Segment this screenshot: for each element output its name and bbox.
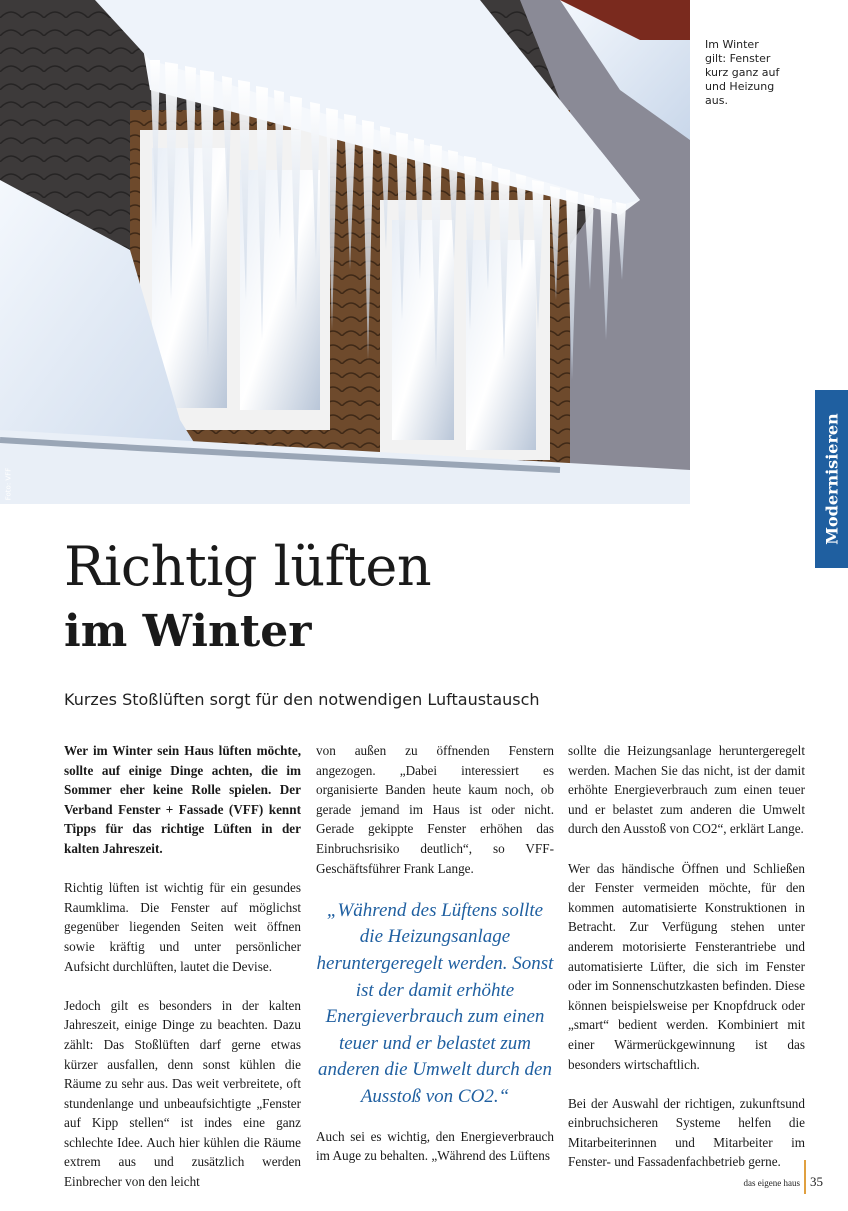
headline-line-2: im Winter <box>64 606 312 657</box>
photo-credit <box>6 466 16 506</box>
headline-subtitle: Kurzes Stoßlüften sorgt für den notwendigen Luftaustausch <box>64 690 540 709</box>
body-paragraph: von außen zu öffnenden Fenstern angezogen. „Dabei interessiert es organisierte Banden heute kaum noch, ob gerade jemand im Haus ist oder nicht. Gerade gekippte Fenster erhöhen das Einbruchsrisiko deutlich“, so VFF-Geschäftsführer Frank Lange. <box>316 743 554 876</box>
body-paragraph: Richtig lüften ist wichtig für ein gesundes Raumklima. Die Fenster auf möglichst gegenüber liegenden Seiten weit öffnen sowie kräftig und unter persönlicher Aufsicht durchlüften, lautet die Devise. <box>64 880 301 974</box>
body-paragraph: Bei der Auswahl der richtigen, zukunftsund einbruchsicheren Systeme helfen die Mitarbeiterinnen und Mitarbeiter im Fenster- und Fassadenfachbetrieb gerne. <box>568 1095 805 1170</box>
caption-line: Im Winter <box>705 38 759 51</box>
section-tab <box>815 390 848 568</box>
caption-line: kurz ganz auf <box>705 66 780 79</box>
caption-line: und Heizung <box>705 80 775 93</box>
winter-roof-icicles-photo <box>0 0 690 504</box>
body-paragraph: sollte die Heizungsanlage heruntergeregelt werden. Machen Sie das nicht, ist der damit erhöhte Energieverbrauch zum einen teuer und er belastet zum anderen die Umwelt durch den Ausstoß von CO2“, erklärt Lange. <box>568 743 805 837</box>
page-number: 35 <box>810 1174 823 1189</box>
article-column-2 <box>316 741 554 1185</box>
caption-line: aus. <box>705 94 728 107</box>
pull-quote: „Während des Lüftens sollte die Heizungsanlage heruntergeregelt werden. Sonst ist der damit erhöhte Energieverbrauch zum einen teuer und er belastet zum anderen die Umwelt durch den Ausstoß von CO2.“ <box>316 899 554 1107</box>
photo-caption <box>705 38 825 108</box>
article-column-1 <box>64 741 301 1211</box>
body-paragraph: Auch sei es wichtig, den Energieverbrauch im Auge zu behalten. „Während des Lüftens <box>316 1128 554 1164</box>
caption-line: gilt: Fenster <box>705 52 771 65</box>
footer-divider <box>804 1160 806 1194</box>
photo-credit-text: Foto: VFF <box>4 467 13 501</box>
lead-paragraph: Wer im Winter sein Haus lüften möchte, sollte auf einige Dinge achten, die im Sommer eher keine Rolle spielen. Der Verband Fenster + Fassade (VFF) kennt Tipps für das richtige Lüften in der kalten Jahreszeit. <box>64 743 301 856</box>
hero-photo <box>0 0 690 504</box>
article-column-3 <box>568 741 805 1192</box>
magazine-name: das eigene haus <box>743 1178 800 1188</box>
body-paragraph: Jedoch gilt es besonders in der kalten Jahreszeit, einige Dinge zu beachten. Dazu zählt: Das Stoßlüften darf gerne etwas kürzer ausfallen, denn sonst kühlen die Räume zu sehr aus. Das weit verbreitete, oft stundenlange und unbeaufsichtigte „Fenster auf Kipp stellen“ ist indes eine ganz schlechte Idee. Auch hier kühlen die Räume extrem aus und zusätzlich werden Einbrecher von den leicht <box>64 997 301 1190</box>
body-paragraph: Wer das händische Öffnen und Schließen der Fenster vermeiden möchte, für den kommen automatisierte Konstruktionen in Betracht. Zur Verfügung stehen unter anderem motorisierte Fensterantriebe und automatisierte Lüfter, die sich im Fenster oder im Sonnenschutzkasten befinden. Diese können beispielsweise per Knopfdruck oder „smart“ bedient werden. Kombiniert mit einer Wärmerückgewinnung ist das besonders wirtschaftlich. <box>568 860 805 1072</box>
section-tab-label: Modernisieren <box>822 413 841 545</box>
headline-line-1: Richtig lüften <box>64 535 432 598</box>
